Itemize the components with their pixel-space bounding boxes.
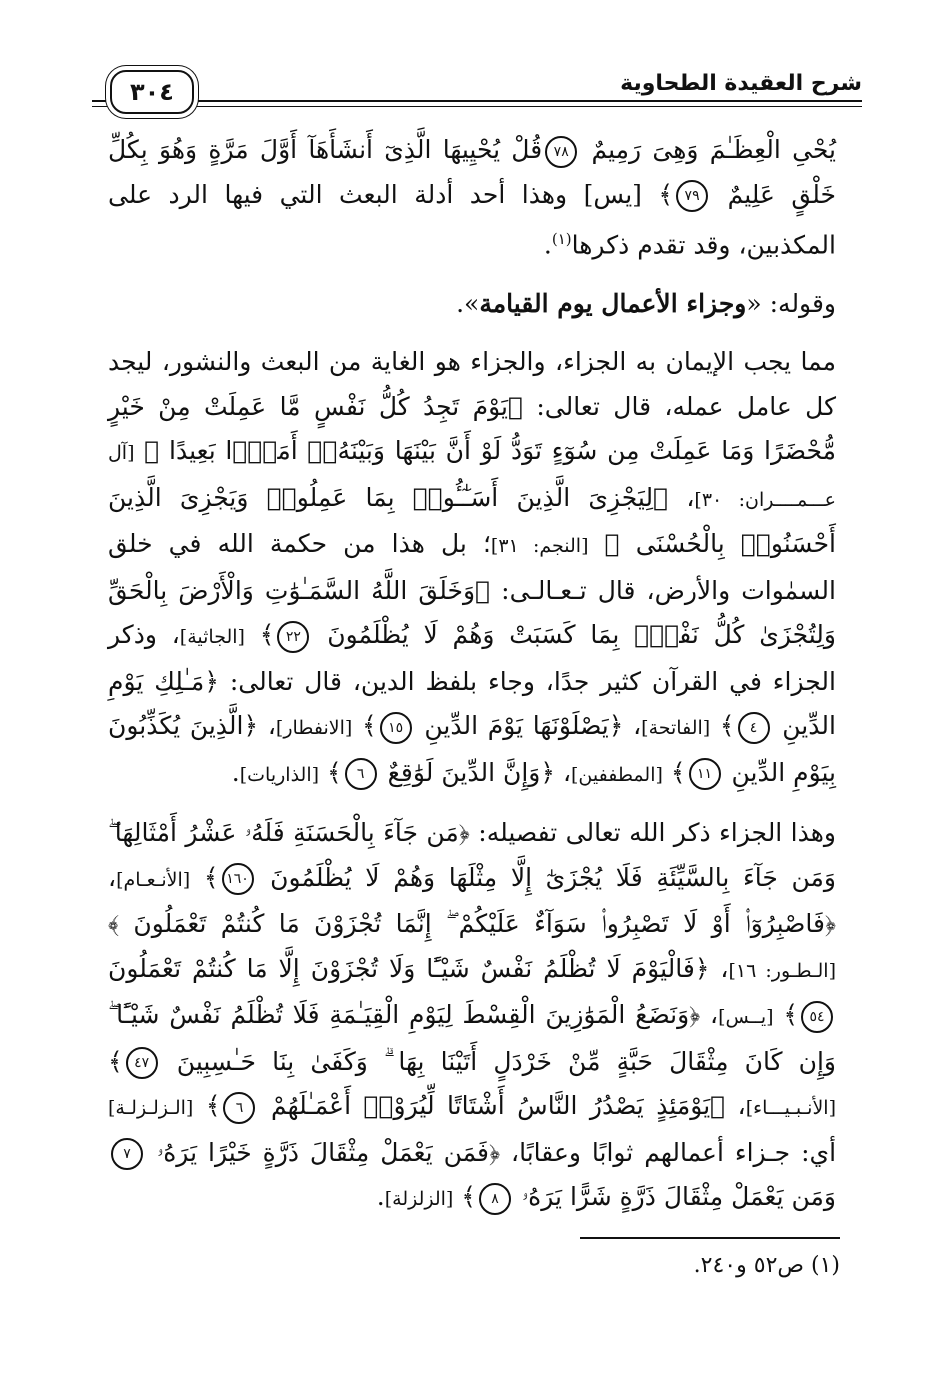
quran-verse: يَصْلَوْنَهَا يَوْمَ الدِّينِ (424, 711, 609, 741)
quran-verse: وَنَضَعُ الْمَوَٰزِينَ الْقِسْطَ لِيَوْمِ الْقِيَـٰمَةِ فَلَا تُظْلَمُ نَفْسٌ شَيْـًٔا ۖ وَإِن كَانَ مِثْقَالَ حَبَّةٍ مِّنْ خَرْدَلٍ أَتَيْنَا بِهَا ۗ وَكَفَىٰ بِنَا حَـٰسِبِينَ (108, 1000, 836, 1076)
verse-number-marker: ١١ (689, 758, 721, 790)
body-text: ﴾ (588, 529, 620, 559)
surah-reference: [الذاريات] (239, 763, 320, 786)
surah-reference: [الزلزلة] (384, 1188, 454, 1211)
body-text: ، ﴿ (243, 711, 276, 741)
body-text: أي: جـزاء أعمالهم ثوابًا وعقابًا، ﴿ (489, 1137, 837, 1167)
page-header (92, 62, 862, 122)
quran-verse: الَّذِينَ يُكَذِّبُونَ بِيَوْمِ الدِّينِ (108, 711, 836, 787)
header-rule-thin (92, 106, 862, 107)
footnote-rule (580, 1237, 840, 1239)
body-text: ﴾ (134, 436, 160, 466)
surah-reference: [آل عـــمــــران: ٣٠] (108, 442, 836, 511)
surah-reference: [الأنـبـيـــاء] (745, 1097, 836, 1120)
verse-number-marker: ٨ (479, 1183, 511, 1215)
body-text: ، ﴿ (540, 757, 572, 787)
quran-verse: وَمَن يَعْمَلْ مِثْقَالَ ذَرَّةٍ شَرًّا يَرَهُۥ (521, 1182, 836, 1212)
verse-number-marker: ٤ (738, 712, 770, 744)
body-text: ، ﴿ (608, 711, 642, 741)
quran-verse: فَاصْبِرُوٓا۟ أَوْ لَا تَصْبِرُوا۟ سَوَآءٌ عَلَيْكُمْ ۖ إِنَّمَا تُجْزَوْنَ مَا كُنتُمْ تَعْمَلُونَ (133, 909, 825, 939)
verse-number-marker: ٥٤ (801, 1001, 833, 1033)
body-paragraph (108, 811, 836, 1222)
quran-verse: يُحْىِ الْعِظَـٰمَ وَهِىَ رَمِيمٌ (591, 135, 836, 164)
verse-number-marker: ٧٨ (545, 136, 577, 168)
body-text: ، ﴿ (108, 862, 836, 939)
body-text: . (376, 1182, 385, 1212)
surah-reference: [يــس] (718, 1006, 774, 1029)
verse-number-marker: ١٦٠ (222, 863, 254, 895)
verse-number-marker: ٦ (345, 758, 377, 790)
body-paragraph (108, 340, 836, 797)
body-text: ، ﴿ (689, 1000, 719, 1030)
surah-reference: [الـطـور: ١٦] (728, 959, 836, 982)
body-text: ﴾ (352, 711, 377, 741)
surah-reference: [الأنـعـام] (116, 868, 191, 891)
footnote-reference: (١) (551, 230, 572, 248)
quran-verse: يَوْمَ تَجِدُ كُلُّ نَفْسٍ مَّا عَمِلَتْ مِنْ خَيْرٍ مُّحْضَرًا وَمَا عَمِلَتْ مِن سُوٓءٍ تَوَدُّ لَوْ أَنَّ بَيْنَهَا وَبَيْنَهُۥٓ أَمَدًۢا بَعِيدًا (108, 391, 837, 466)
quran-verse: فَمَن يَعْمَلْ مِثْقَالَ ذَرَّةٍ خَيْرًا يَرَهُۥ (156, 1137, 490, 1167)
body-text: ، ﴿ (710, 1091, 746, 1121)
body-text: ﴾ (193, 1091, 221, 1121)
verse-number-marker: ٤٧ (126, 1047, 158, 1079)
body-text: . (231, 757, 240, 787)
quran-verse: وَإِنَّ الدِّينَ لَوَٰقِعٌ (387, 757, 541, 787)
header-rule (92, 100, 862, 102)
body-text: ﴾ [يس] وهذا أحد أدلة البعث التي فيها الرد على المكذبين، وقد تقدم ذكرها (108, 179, 836, 260)
quran-verse: فَالْيَوْمَ لَا تُظْلَمُ نَفْسٌ شَيْـًٔا وَلَا تُجْزَوْنَ إِلَّا مَا كُنتُمْ تَعْمَلُونَ (108, 953, 695, 983)
body-text: ﴾ (108, 909, 120, 939)
surah-reference: [الفاتحة] (641, 717, 711, 740)
body-text: ». (456, 288, 480, 318)
body-text: ﴾ (710, 711, 735, 741)
section-heading (108, 282, 836, 327)
quran-verse: قُلْ يُحْيِيهَا الَّذِىٓ أَنشَأَهَآ أَوَّلَ مَرَّةٍ وَهُوَ بِكُلِّ خَلْقٍ عَلِيمٌ (108, 135, 836, 209)
body-text: ؛ بل هذا من حكمة الله في خلق السمٰوات والأرض، قال تـعـالـى: ﴿ (108, 529, 836, 605)
quran-verse: يَوْمَئِذٍ يَصْدُرُ النَّاسُ أَشْتَاتًا لِّيُرَوْا۟ أَعْمَـٰلَهُمْ (270, 1091, 711, 1121)
body-text: ﴾ (773, 1000, 798, 1030)
surah-reference: [النجم: ٣١] (490, 535, 589, 558)
surah-reference: [الانفطار] (275, 717, 353, 740)
footnote: (١) ص٥٢ و٢٤٠. (693, 1253, 840, 1278)
body-text: ، ﴿ (694, 953, 729, 983)
surah-reference: [الـزلـزلـة] (108, 1097, 194, 1120)
verse-number-marker: ٧ (111, 1138, 143, 1170)
verse-number-marker: ٧٩ (676, 180, 708, 212)
verse-number-marker: ٦ (223, 1092, 255, 1124)
body-text: ﴾ (190, 862, 219, 892)
body-text: وهذا الجزاء ذكر الله تعالى تفصيله: ﴿ (458, 818, 836, 848)
body-text: ﴾ (662, 757, 686, 787)
surah-reference: [المطففين] (571, 763, 663, 786)
surah-reference: [الجاثية] (179, 626, 245, 649)
body-text: وقوله: « (746, 288, 836, 318)
body-text: ، ﴿ (653, 482, 695, 512)
quran-verse: مَـٰلِكِ يَوْمِ الدِّينِ (108, 666, 836, 741)
body-text: ﴾ (453, 1182, 476, 1212)
page-body (108, 128, 836, 1222)
body-text: ﴾ (244, 620, 275, 650)
quran-verse: لِيَجْزِىَ الَّذِينَ أَسَـٰٓـُٔوا۟ بِمَا عَمِلُوا۟ وَيَجْزِىَ الَّذِينَ أَحْسَنُوا۟ بِالْحُسْنَى (108, 482, 836, 559)
verse-number-marker: ٢٢ (277, 621, 309, 653)
quran-verse: مَن جَآءَ بِالْحَسَنَةِ فَلَهُۥ عَشْرُ أَمْثَالِهَا ۖ وَمَن جَآءَ بِالسَّيِّئَةِ فَلَا يُجْزَىٰٓ إِلَّا مِثْلَهَا وَهُمْ لَا يُظْلَمُونَ (108, 818, 836, 892)
body-text: مما يجب الإيمان به الجزاء، والجزاء هو الغاية من البعث والنشور، ليجد كل عامل عمله، قال تعالى: ﴿ (108, 347, 836, 421)
body-text: ﴾ (319, 757, 342, 787)
body-paragraph (108, 128, 836, 268)
body-text: ، وذكر الجزاء في القرآن كثير جدًا، وجاء بلفظ الدين، قال تعالى: ﴿ (108, 620, 836, 696)
page-number: ٣٠٤ (110, 70, 194, 114)
heading-text: وجزاء الأعمال يوم القيامة (479, 288, 747, 318)
book-title: شرح العقيدة الطحاوية (606, 68, 862, 100)
verse-number-marker: ١٥ (380, 712, 412, 744)
quran-verse: وَخَلَقَ اللَّهُ السَّمَـٰوَٰتِ وَالْأَرْضَ بِالْحَقِّ وَلِتُجْزَىٰ كُلُّ نَفْسٍۭ بِمَا كَسَبَتْ وَهُمْ لَا يُظْلَمُونَ (108, 575, 836, 650)
body-text: . (543, 230, 552, 260)
body-text: ﴾ (108, 1046, 123, 1076)
